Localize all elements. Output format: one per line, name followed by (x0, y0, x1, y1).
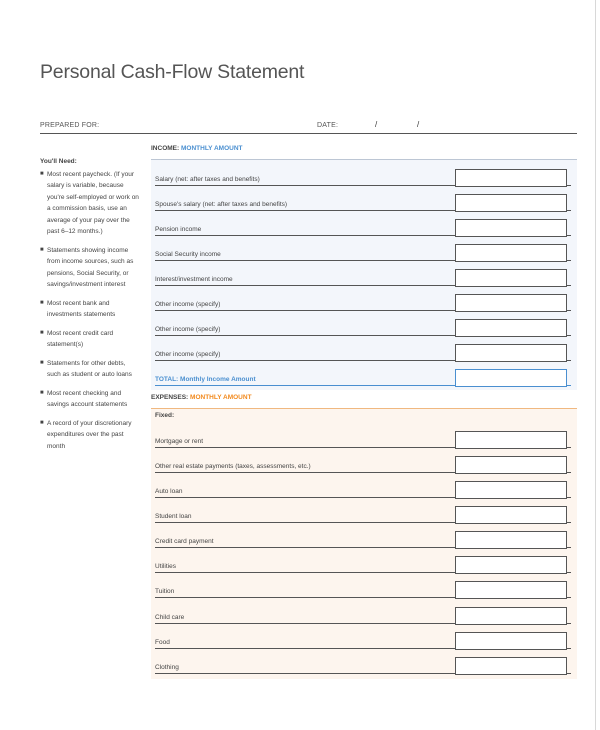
income-row-other-3 (155, 341, 575, 361)
row-rule (155, 360, 455, 361)
expense-row-label: Utilities (155, 563, 176, 570)
expense-row-credit-card (155, 528, 575, 548)
row-rule (155, 497, 455, 498)
row-rule-end (567, 385, 571, 386)
income-row-social-security (155, 241, 575, 261)
square-bullet-icon: ■ (40, 329, 44, 336)
income-row-label: Social Security income (155, 251, 221, 258)
income-amount-field[interactable] (455, 319, 567, 337)
expense-row-label: Auto loan (155, 488, 183, 495)
income-amount-field[interactable] (455, 219, 567, 237)
list-item: ■ A record of your discretionary expenditures over the past month (40, 419, 132, 450)
row-rule (155, 472, 455, 473)
income-total-field[interactable] (455, 369, 567, 387)
row-rule-end (567, 210, 571, 211)
square-bullet-icon: ■ (40, 389, 44, 396)
income-total-row (155, 366, 575, 386)
row-rule (155, 235, 455, 236)
income-section-header (151, 145, 577, 160)
expense-row-mortgage (155, 428, 575, 448)
expense-row-label: Clothing (155, 664, 179, 671)
list-item: ■ Statements for other debts, such as student or auto loans (40, 359, 132, 378)
expense-amount-field[interactable] (455, 581, 567, 599)
income-row-label: Other income (specify) (155, 326, 221, 333)
expense-amount-field[interactable] (455, 657, 567, 675)
income-total-label: TOTAL: Monthly Income Amount (155, 376, 256, 383)
expense-amount-field[interactable] (455, 607, 567, 625)
income-row-pension (155, 216, 575, 236)
income-row-label: Other income (specify) (155, 301, 221, 308)
income-row-other-2 (155, 316, 575, 336)
row-rule-end (567, 335, 571, 336)
you-need-list (40, 156, 140, 459)
expense-row-real-estate (155, 453, 575, 473)
income-amount-field[interactable] (455, 269, 567, 287)
row-rule-end (567, 472, 571, 473)
row-rule (155, 385, 455, 386)
row-rule (155, 310, 455, 311)
income-amount-field[interactable] (455, 344, 567, 362)
row-rule (155, 648, 455, 649)
expense-row-student-loan (155, 503, 575, 523)
row-rule (155, 623, 455, 624)
expense-row-label: Mortgage or rent (155, 438, 204, 445)
row-rule (155, 673, 455, 674)
expense-row-label: Other real estate payments (taxes, assessments, etc.) (155, 463, 311, 470)
income-heading: INCOME: (151, 145, 180, 152)
row-rule-end (567, 185, 571, 186)
square-bullet-icon: ■ (40, 170, 44, 177)
expense-row-label: Food (155, 639, 170, 646)
income-row-spouse-salary (155, 191, 575, 211)
row-rule-end (567, 597, 571, 598)
row-rule-end (567, 547, 571, 548)
prepared-for-label: PREPARED FOR: (40, 122, 100, 129)
row-rule (155, 597, 455, 598)
row-rule-end (567, 260, 571, 261)
row-rule (155, 285, 455, 286)
row-rule (155, 335, 455, 336)
square-bullet-icon: ■ (40, 359, 44, 366)
prepared-for-row (40, 119, 577, 134)
expense-row-utilities (155, 553, 575, 573)
expense-row-tuition (155, 578, 575, 598)
row-rule-end (567, 447, 571, 448)
row-rule-end (567, 497, 571, 498)
row-rule-end (567, 572, 571, 573)
expense-row-label: Credit card payment (155, 538, 214, 545)
expense-amount-field[interactable] (455, 632, 567, 650)
row-rule (155, 185, 455, 186)
row-rule (155, 547, 455, 548)
income-row-other-1 (155, 291, 575, 311)
income-amount-field[interactable] (455, 169, 567, 187)
expense-amount-field[interactable] (455, 506, 567, 524)
list-item: ■ Most recent credit card statement(s) (40, 329, 114, 348)
row-rule-end (567, 673, 571, 674)
date-separator-1: / (375, 120, 378, 129)
expense-amount-field[interactable] (455, 556, 567, 574)
expense-amount-field[interactable] (455, 456, 567, 474)
expense-row-food (155, 629, 575, 649)
row-rule-end (567, 648, 571, 649)
expense-row-clothing (155, 654, 575, 674)
row-rule (155, 260, 455, 261)
expense-row-label: Child care (155, 614, 185, 621)
you-need-title: You'll Need: (40, 158, 77, 165)
income-amount-field[interactable] (455, 244, 567, 262)
square-bullet-icon: ■ (40, 299, 44, 306)
date-label: DATE: (317, 122, 339, 129)
row-rule-end (567, 235, 571, 236)
row-rule (155, 210, 455, 211)
square-bullet-icon: ■ (40, 246, 44, 253)
list-item: ■ Most recent checking and savings account statements (40, 389, 128, 408)
expense-amount-field[interactable] (455, 531, 567, 549)
row-rule (155, 447, 455, 448)
expense-amount-field[interactable] (455, 481, 567, 499)
income-row-label: Pension income (155, 226, 202, 233)
income-row-interest (155, 266, 575, 286)
row-rule (155, 572, 455, 573)
square-bullet-icon: ■ (40, 419, 44, 426)
row-rule-end (567, 310, 571, 311)
expenses-section-header (151, 394, 577, 409)
expense-row-child-care (155, 604, 575, 624)
list-item: ■ Statements showing income from income sources, such as pensions, Social Security, or savings/investment interest (40, 246, 134, 288)
list-item: ■ Most recent paycheck. (If your salary is variable, because you're self-employed or work on a commission basis, use an average of your pay over the past 6–12 months.) (40, 170, 139, 235)
row-rule (155, 522, 455, 523)
row-rule-end (567, 360, 571, 361)
income-row-label: Other income (specify) (155, 351, 221, 358)
income-row-salary (155, 166, 575, 186)
expense-row-auto-loan (155, 478, 575, 498)
fixed-expenses-label: Fixed: (155, 412, 175, 419)
income-row-label: Spouse's salary (net: after taxes and benefits) (155, 201, 288, 208)
expense-row-label: Student loan (155, 513, 192, 520)
income-amount-field[interactable] (455, 194, 567, 212)
page-title: Personal Cash-Flow Statement (40, 61, 305, 83)
row-rule-end (567, 285, 571, 286)
income-row-label: Salary (net: after taxes and benefits) (155, 176, 260, 183)
expenses-monthly-amount-heading: MONTHLY AMOUNT (190, 394, 252, 401)
list-item: ■ Most recent bank and investments statements (40, 299, 116, 318)
income-amount-field[interactable] (455, 294, 567, 312)
date-separator-2: / (417, 120, 420, 129)
expense-amount-field[interactable] (455, 431, 567, 449)
expense-row-label: Tuition (155, 588, 175, 595)
income-row-label: Interest/investment income (155, 276, 233, 283)
row-rule-end (567, 522, 571, 523)
expenses-heading: EXPENSES: (151, 394, 189, 401)
income-monthly-amount-heading: MONTHLY AMOUNT (180, 145, 243, 152)
row-rule-end (567, 623, 571, 624)
